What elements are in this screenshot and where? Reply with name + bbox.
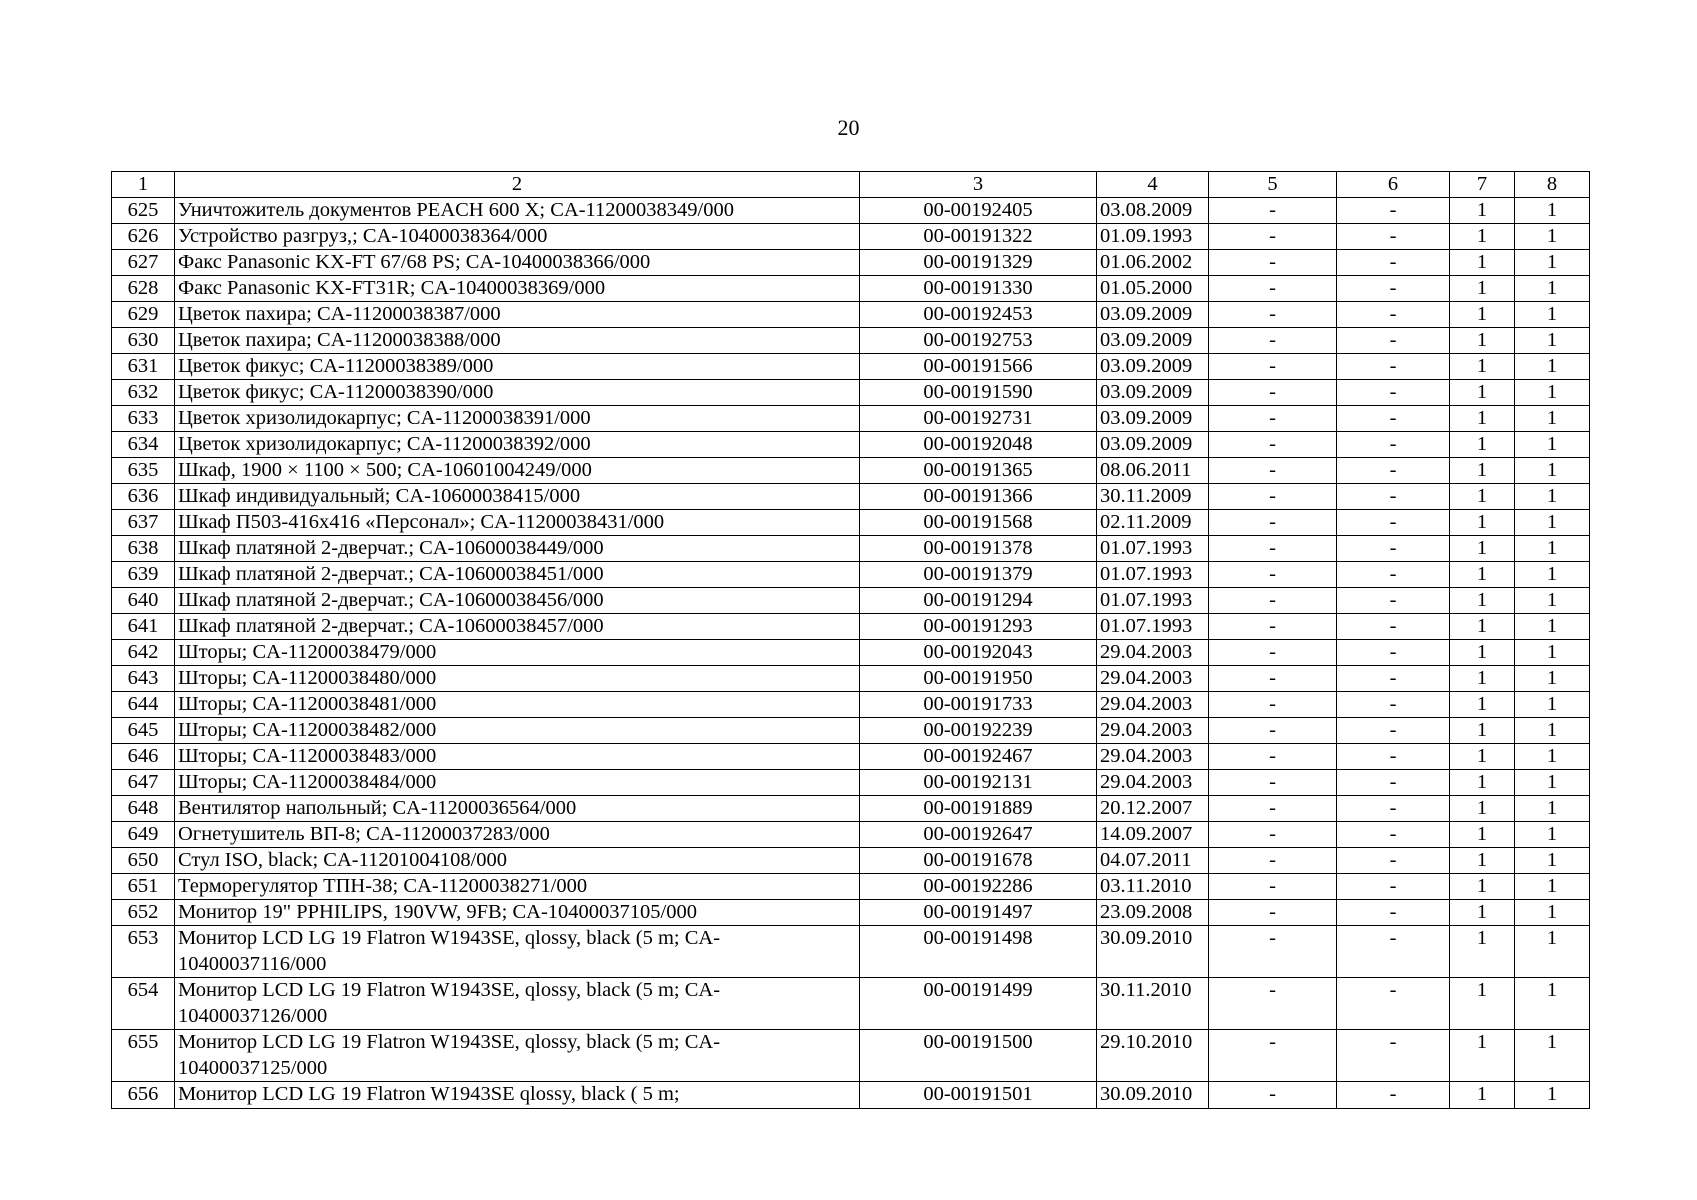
column-5-cell: -	[1209, 432, 1337, 458]
column-7-cell: 1	[1450, 822, 1515, 848]
inventory-number-cell: 00-00191498	[860, 926, 1097, 978]
description-cell: Цветок фикус; CA-11200038390/000	[175, 380, 860, 406]
column-7-cell: 1	[1450, 1082, 1515, 1109]
column-7-cell: 1	[1450, 666, 1515, 692]
inventory-number-cell: 00-00192286	[860, 874, 1097, 900]
column-7-cell: 1	[1450, 250, 1515, 276]
column-8-cell: 1	[1515, 1030, 1590, 1082]
inventory-number-cell: 00-00192731	[860, 406, 1097, 432]
row-number-cell: 650	[112, 848, 175, 874]
row-number-cell: 642	[112, 640, 175, 666]
column-5-cell: -	[1209, 718, 1337, 744]
date-cell: 03.09.2009	[1097, 302, 1209, 328]
column-5-cell: -	[1209, 276, 1337, 302]
inventory-number-cell: 00-00191294	[860, 588, 1097, 614]
row-number-cell: 634	[112, 432, 175, 458]
inventory-number-cell: 00-00191733	[860, 692, 1097, 718]
column-5-cell: -	[1209, 744, 1337, 770]
row-number-cell: 654	[112, 978, 175, 1030]
date-cell: 03.09.2009	[1097, 432, 1209, 458]
inventory-number-cell: 00-00191499	[860, 978, 1097, 1030]
column-6-cell: -	[1337, 406, 1450, 432]
column-7-cell: 1	[1450, 770, 1515, 796]
date-cell: 29.04.2003	[1097, 666, 1209, 692]
description-cell: Монитор 19" PPHILIPS, 190VW, 9FB; CA-10400037105/000	[175, 900, 860, 926]
inventory-number-cell: 00-00191365	[860, 458, 1097, 484]
inventory-number-cell: 00-00191501	[860, 1082, 1097, 1109]
inventory-number-cell: 00-00191293	[860, 614, 1097, 640]
row-number-cell: 644	[112, 692, 175, 718]
row-number-cell: 628	[112, 276, 175, 302]
date-cell: 30.11.2010	[1097, 978, 1209, 1030]
date-cell: 29.10.2010	[1097, 1030, 1209, 1082]
table-row	[112, 718, 1590, 744]
table-row	[112, 432, 1590, 458]
column-7-cell: 1	[1450, 640, 1515, 666]
column-8-cell: 1	[1515, 484, 1590, 510]
column-7-cell: 1	[1450, 354, 1515, 380]
table-row	[112, 328, 1590, 354]
date-cell: 03.09.2009	[1097, 354, 1209, 380]
column-6-cell: -	[1337, 848, 1450, 874]
date-cell: 30.11.2009	[1097, 484, 1209, 510]
column-7-cell: 1	[1450, 484, 1515, 510]
column-6-cell: -	[1337, 978, 1450, 1030]
description-cell: Устройство разгруз,; CA-10400038364/000	[175, 224, 860, 250]
description-cell: Монитор LCD LG 19 Flatron W1943SE, qlossy, black (5 m; CA-10400037125/000	[175, 1030, 860, 1082]
column-7-cell: 1	[1450, 302, 1515, 328]
row-number-cell: 638	[112, 536, 175, 562]
row-number-cell: 641	[112, 614, 175, 640]
column-6-cell: -	[1337, 926, 1450, 978]
column-5-cell: -	[1209, 848, 1337, 874]
description-cell: Цветок пахира; CA-11200038388/000	[175, 328, 860, 354]
inventory-number-cell: 00-00191566	[860, 354, 1097, 380]
column-6-cell: -	[1337, 302, 1450, 328]
table-row	[112, 302, 1590, 328]
row-number-cell: 656	[112, 1082, 175, 1109]
column-8-cell: 1	[1515, 874, 1590, 900]
column-8-cell: 1	[1515, 276, 1590, 302]
date-cell: 29.04.2003	[1097, 744, 1209, 770]
column-8-cell: 1	[1515, 900, 1590, 926]
column-header-4: 4	[1097, 172, 1209, 198]
column-8-cell: 1	[1515, 224, 1590, 250]
column-6-cell: -	[1337, 354, 1450, 380]
column-6-cell: -	[1337, 900, 1450, 926]
column-5-cell: -	[1209, 692, 1337, 718]
description-cell: Шторы; CA-11200038484/000	[175, 770, 860, 796]
inventory-number-cell: 00-00191379	[860, 562, 1097, 588]
column-8-cell: 1	[1515, 848, 1590, 874]
description-cell: Цветок хризолидокарпус; CA-11200038391/000	[175, 406, 860, 432]
date-cell: 01.07.1993	[1097, 614, 1209, 640]
inventory-number-cell: 00-00192453	[860, 302, 1097, 328]
column-5-cell: -	[1209, 354, 1337, 380]
row-number-cell: 630	[112, 328, 175, 354]
inventory-number-cell: 00-00191950	[860, 666, 1097, 692]
table-row	[112, 926, 1590, 978]
column-header-6: 6	[1337, 172, 1450, 198]
table-row	[112, 588, 1590, 614]
inventory-number-cell: 00-00192239	[860, 718, 1097, 744]
inventory-number-cell: 00-00192753	[860, 328, 1097, 354]
table-row	[112, 822, 1590, 848]
column-5-cell: -	[1209, 380, 1337, 406]
column-7-cell: 1	[1450, 718, 1515, 744]
date-cell: 03.09.2009	[1097, 380, 1209, 406]
column-7-cell: 1	[1450, 692, 1515, 718]
description-cell: Шкаф П503-416x416 «Персонал»; CA-11200038431/000	[175, 510, 860, 536]
column-8-cell: 1	[1515, 354, 1590, 380]
row-number-cell: 649	[112, 822, 175, 848]
column-header-2: 2	[175, 172, 860, 198]
date-cell: 01.07.1993	[1097, 536, 1209, 562]
inventory-number-cell: 00-00192131	[860, 770, 1097, 796]
description-cell: Стул ISO, black; CA-11201004108/000	[175, 848, 860, 874]
inventory-number-cell: 00-00192467	[860, 744, 1097, 770]
date-cell: 29.04.2003	[1097, 718, 1209, 744]
table-row	[112, 744, 1590, 770]
inventory-number-cell: 00-00191378	[860, 536, 1097, 562]
description-cell: Шкаф платяной 2-дверчат.; CA-10600038457/000	[175, 614, 860, 640]
column-6-cell: -	[1337, 224, 1450, 250]
column-header-8: 8	[1515, 172, 1590, 198]
table-row	[112, 250, 1590, 276]
column-7-cell: 1	[1450, 406, 1515, 432]
date-cell: 01.07.1993	[1097, 588, 1209, 614]
date-cell: 08.06.2011	[1097, 458, 1209, 484]
table-row	[112, 510, 1590, 536]
column-5-cell: -	[1209, 510, 1337, 536]
column-7-cell: 1	[1450, 198, 1515, 224]
description-cell: Цветок хризолидокарпус; CA-11200038392/000	[175, 432, 860, 458]
inventory-number-cell: 00-00191497	[860, 900, 1097, 926]
column-5-cell: -	[1209, 822, 1337, 848]
column-5-cell: -	[1209, 770, 1337, 796]
table-row	[112, 224, 1590, 250]
inventory-number-cell: 00-00191568	[860, 510, 1097, 536]
column-5-cell: -	[1209, 978, 1337, 1030]
column-7-cell: 1	[1450, 562, 1515, 588]
column-header-1: 1	[112, 172, 175, 198]
description-cell: Факс Panasonic KX-FT 67/68 PS; CA-10400038366/000	[175, 250, 860, 276]
table-row	[112, 770, 1590, 796]
column-5-cell: -	[1209, 224, 1337, 250]
column-5-cell: -	[1209, 614, 1337, 640]
column-5-cell: -	[1209, 874, 1337, 900]
row-number-cell: 652	[112, 900, 175, 926]
row-number-cell: 632	[112, 380, 175, 406]
column-5-cell: -	[1209, 250, 1337, 276]
column-5-cell: -	[1209, 302, 1337, 328]
date-cell: 30.09.2010	[1097, 926, 1209, 978]
description-cell: Уничтожитель документов PEACH 600 X; CA-11200038349/000	[175, 198, 860, 224]
column-6-cell: -	[1337, 614, 1450, 640]
row-number-cell: 639	[112, 562, 175, 588]
description-cell: Шкаф платяной 2-дверчат.; CA-10600038456/000	[175, 588, 860, 614]
column-7-cell: 1	[1450, 458, 1515, 484]
table-row	[112, 640, 1590, 666]
page-number: 20	[837, 115, 860, 140]
column-6-cell: -	[1337, 250, 1450, 276]
description-cell: Шторы; CA-11200038481/000	[175, 692, 860, 718]
column-6-cell: -	[1337, 718, 1450, 744]
inventory-number-cell: 00-00191889	[860, 796, 1097, 822]
inventory-number-cell: 00-00191500	[860, 1030, 1097, 1082]
row-number-cell: 648	[112, 796, 175, 822]
row-number-cell: 646	[112, 744, 175, 770]
table-header-row	[112, 172, 1590, 198]
column-7-cell: 1	[1450, 796, 1515, 822]
inventory-number-cell: 00-00191590	[860, 380, 1097, 406]
column-6-cell: -	[1337, 1082, 1450, 1109]
column-6-cell: -	[1337, 562, 1450, 588]
column-6-cell: -	[1337, 276, 1450, 302]
column-5-cell: -	[1209, 640, 1337, 666]
row-number-cell: 625	[112, 198, 175, 224]
column-6-cell: -	[1337, 328, 1450, 354]
row-number-cell: 653	[112, 926, 175, 978]
date-cell: 01.05.2000	[1097, 276, 1209, 302]
column-6-cell: -	[1337, 458, 1450, 484]
column-8-cell: 1	[1515, 666, 1590, 692]
column-7-cell: 1	[1450, 588, 1515, 614]
column-7-cell: 1	[1450, 224, 1515, 250]
table-row	[112, 614, 1590, 640]
column-6-cell: -	[1337, 1030, 1450, 1082]
date-cell: 01.07.1993	[1097, 562, 1209, 588]
column-7-cell: 1	[1450, 874, 1515, 900]
description-cell: Шкаф, 1900 × 1100 × 500; CA-10601004249/000	[175, 458, 860, 484]
description-cell: Шторы; CA-11200038482/000	[175, 718, 860, 744]
row-number-cell: 631	[112, 354, 175, 380]
column-5-cell: -	[1209, 328, 1337, 354]
description-cell: Цветок пахира; CA-11200038387/000	[175, 302, 860, 328]
description-cell: Факс Panasonic KX-FT31R; CA-10400038369/000	[175, 276, 860, 302]
column-8-cell: 1	[1515, 328, 1590, 354]
description-cell: Огнетушитель ВП-8; CA-11200037283/000	[175, 822, 860, 848]
column-8-cell: 1	[1515, 744, 1590, 770]
column-6-cell: -	[1337, 510, 1450, 536]
column-5-cell: -	[1209, 198, 1337, 224]
inventory-number-cell: 00-00191322	[860, 224, 1097, 250]
column-8-cell: 1	[1515, 978, 1590, 1030]
column-7-cell: 1	[1450, 900, 1515, 926]
column-8-cell: 1	[1515, 510, 1590, 536]
column-8-cell: 1	[1515, 250, 1590, 276]
column-6-cell: -	[1337, 744, 1450, 770]
inventory-number-cell: 00-00192043	[860, 640, 1097, 666]
column-8-cell: 1	[1515, 562, 1590, 588]
column-7-cell: 1	[1450, 328, 1515, 354]
date-cell: 30.09.2010	[1097, 1082, 1209, 1109]
inventory-number-cell: 00-00191330	[860, 276, 1097, 302]
column-7-cell: 1	[1450, 744, 1515, 770]
table-row	[112, 796, 1590, 822]
table-row	[112, 874, 1590, 900]
table-row	[112, 978, 1590, 1030]
column-5-cell: -	[1209, 406, 1337, 432]
table-row	[112, 458, 1590, 484]
column-5-cell: -	[1209, 796, 1337, 822]
column-8-cell: 1	[1515, 770, 1590, 796]
date-cell: 01.09.1993	[1097, 224, 1209, 250]
row-number-cell: 627	[112, 250, 175, 276]
row-number-cell: 643	[112, 666, 175, 692]
column-5-cell: -	[1209, 588, 1337, 614]
column-8-cell: 1	[1515, 640, 1590, 666]
column-6-cell: -	[1337, 770, 1450, 796]
column-8-cell: 1	[1515, 588, 1590, 614]
inventory-number-cell: 00-00192048	[860, 432, 1097, 458]
column-6-cell: -	[1337, 666, 1450, 692]
row-number-cell: 645	[112, 718, 175, 744]
column-8-cell: 1	[1515, 614, 1590, 640]
table-row	[112, 900, 1590, 926]
inventory-table	[111, 171, 1590, 1109]
column-8-cell: 1	[1515, 822, 1590, 848]
table-row	[112, 536, 1590, 562]
row-number-cell: 640	[112, 588, 175, 614]
column-5-cell: -	[1209, 1030, 1337, 1082]
column-5-cell: -	[1209, 900, 1337, 926]
column-6-cell: -	[1337, 692, 1450, 718]
table-row	[112, 666, 1590, 692]
description-cell: Цветок фикус; CA-11200038389/000	[175, 354, 860, 380]
date-cell: 29.04.2003	[1097, 770, 1209, 796]
column-8-cell: 1	[1515, 406, 1590, 432]
row-number-cell: 655	[112, 1030, 175, 1082]
column-8-cell: 1	[1515, 692, 1590, 718]
date-cell: 03.09.2009	[1097, 406, 1209, 432]
column-6-cell: -	[1337, 198, 1450, 224]
date-cell: 29.04.2003	[1097, 692, 1209, 718]
column-8-cell: 1	[1515, 536, 1590, 562]
description-cell: Шкаф платяной 2-дверчат.; CA-10600038449/000	[175, 536, 860, 562]
inventory-number-cell: 00-00191678	[860, 848, 1097, 874]
column-8-cell: 1	[1515, 718, 1590, 744]
row-number-cell: 651	[112, 874, 175, 900]
date-cell: 29.04.2003	[1097, 640, 1209, 666]
column-7-cell: 1	[1450, 926, 1515, 978]
column-6-cell: -	[1337, 536, 1450, 562]
column-7-cell: 1	[1450, 848, 1515, 874]
date-cell: 23.09.2008	[1097, 900, 1209, 926]
date-cell: 03.11.2010	[1097, 874, 1209, 900]
column-5-cell: -	[1209, 536, 1337, 562]
inventory-number-cell: 00-00191366	[860, 484, 1097, 510]
date-cell: 03.09.2009	[1097, 328, 1209, 354]
inventory-number-cell: 00-00192405	[860, 198, 1097, 224]
table-row	[112, 692, 1590, 718]
description-cell: Шкаф платяной 2-дверчат.; CA-10600038451/000	[175, 562, 860, 588]
column-6-cell: -	[1337, 588, 1450, 614]
column-header-5: 5	[1209, 172, 1337, 198]
column-8-cell: 1	[1515, 796, 1590, 822]
table-row	[112, 848, 1590, 874]
date-cell: 14.09.2007	[1097, 822, 1209, 848]
column-7-cell: 1	[1450, 978, 1515, 1030]
column-5-cell: -	[1209, 562, 1337, 588]
column-7-cell: 1	[1450, 536, 1515, 562]
description-cell: Шторы; CA-11200038483/000	[175, 744, 860, 770]
description-cell: Шторы; CA-11200038479/000	[175, 640, 860, 666]
row-number-cell: 637	[112, 510, 175, 536]
description-cell: Монитор LCD LG 19 Flatron W1943SE, qlossy, black (5 m; CA-10400037116/000	[175, 926, 860, 978]
date-cell: 04.07.2011	[1097, 848, 1209, 874]
column-7-cell: 1	[1450, 1030, 1515, 1082]
row-number-cell: 647	[112, 770, 175, 796]
column-header-3: 3	[860, 172, 1097, 198]
table-row	[112, 406, 1590, 432]
table-row	[112, 1082, 1590, 1109]
row-number-cell: 629	[112, 302, 175, 328]
table-row	[112, 1030, 1590, 1082]
column-6-cell: -	[1337, 432, 1450, 458]
column-8-cell: 1	[1515, 432, 1590, 458]
description-cell: Монитор LCD LG 19 Flatron W1943SE qlossy, black ( 5 m;	[175, 1082, 860, 1109]
column-5-cell: -	[1209, 926, 1337, 978]
description-cell: Терморегулятор ТПН-38; CA-11200038271/000	[175, 874, 860, 900]
column-5-cell: -	[1209, 666, 1337, 692]
inventory-number-cell: 00-00192647	[860, 822, 1097, 848]
row-number-cell: 636	[112, 484, 175, 510]
date-cell: 03.08.2009	[1097, 198, 1209, 224]
column-7-cell: 1	[1450, 432, 1515, 458]
column-8-cell: 1	[1515, 458, 1590, 484]
table-row	[112, 198, 1590, 224]
table-row	[112, 276, 1590, 302]
description-cell: Монитор LCD LG 19 Flatron W1943SE, qlossy, black (5 m; CA-10400037126/000	[175, 978, 860, 1030]
column-7-cell: 1	[1450, 510, 1515, 536]
date-cell: 01.06.2002	[1097, 250, 1209, 276]
column-6-cell: -	[1337, 484, 1450, 510]
column-7-cell: 1	[1450, 380, 1515, 406]
column-7-cell: 1	[1450, 614, 1515, 640]
table-row	[112, 562, 1590, 588]
column-8-cell: 1	[1515, 380, 1590, 406]
table-row	[112, 380, 1590, 406]
column-8-cell: 1	[1515, 926, 1590, 978]
column-8-cell: 1	[1515, 1082, 1590, 1109]
column-6-cell: -	[1337, 796, 1450, 822]
column-6-cell: -	[1337, 822, 1450, 848]
column-header-7: 7	[1450, 172, 1515, 198]
date-cell: 20.12.2007	[1097, 796, 1209, 822]
row-number-cell: 626	[112, 224, 175, 250]
table-row	[112, 484, 1590, 510]
column-6-cell: -	[1337, 874, 1450, 900]
column-5-cell: -	[1209, 458, 1337, 484]
table-row	[112, 354, 1590, 380]
description-cell: Шторы; CA-11200038480/000	[175, 666, 860, 692]
inventory-number-cell: 00-00191329	[860, 250, 1097, 276]
column-5-cell: -	[1209, 1082, 1337, 1109]
row-number-cell: 635	[112, 458, 175, 484]
column-8-cell: 1	[1515, 198, 1590, 224]
column-8-cell: 1	[1515, 302, 1590, 328]
row-number-cell: 633	[112, 406, 175, 432]
column-6-cell: -	[1337, 640, 1450, 666]
column-5-cell: -	[1209, 484, 1337, 510]
description-cell: Шкаф индивидуальный; CA-10600038415/000	[175, 484, 860, 510]
date-cell: 02.11.2009	[1097, 510, 1209, 536]
column-6-cell: -	[1337, 380, 1450, 406]
column-7-cell: 1	[1450, 276, 1515, 302]
description-cell: Вентилятор напольный; CA-11200036564/000	[175, 796, 860, 822]
